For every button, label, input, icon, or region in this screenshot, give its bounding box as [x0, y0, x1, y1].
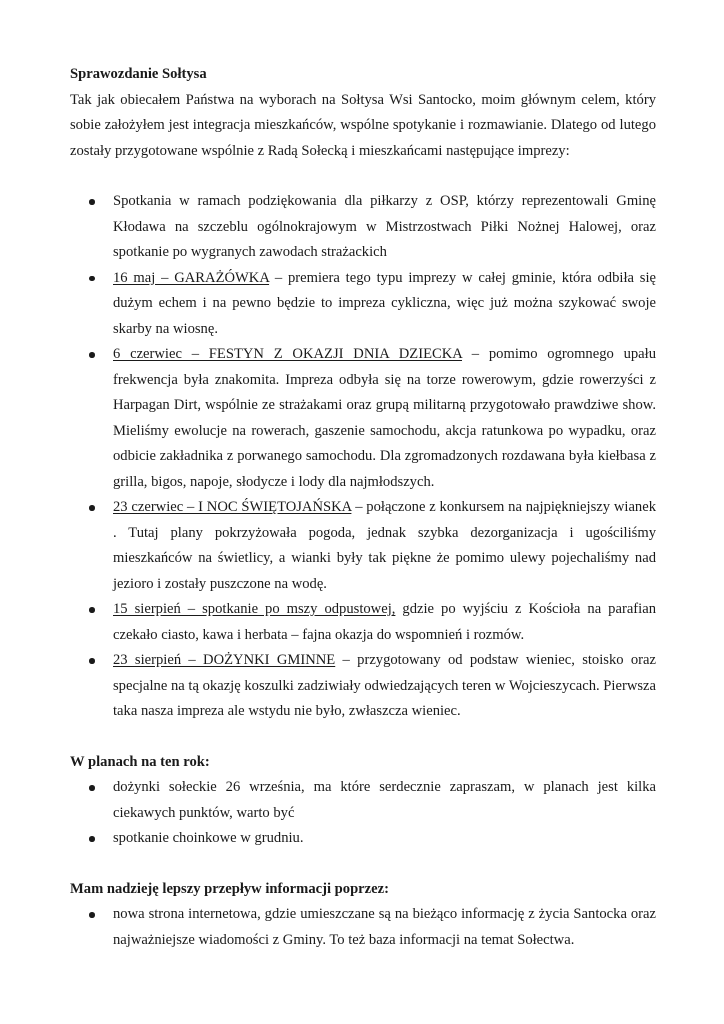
bullet-icon — [89, 836, 95, 842]
list-item — [70, 495, 656, 597]
document-page — [70, 62, 656, 953]
event-text: gdzie po wyjściu z Kościoła na parafian czekało ciasto, kawa i herbata – fajna okazja do wspomnień i rozmów. — [113, 601, 656, 643]
event-title: 23 czerwiec – I NOC ŚWIĘTOJAŃSKA — [113, 499, 352, 515]
spacer — [70, 164, 656, 189]
event-text: Spotkania w ramach podziękowania dla piłkarzy z OSP, którzy reprezentowali Gminę Kłodawa na szczeblu ogólnokrajowym w Mistrzostwach Piłki Nożnej Halowej, oraz spotkanie po wygranych zawodach strażackich — [113, 193, 656, 260]
plans-list — [70, 775, 656, 852]
plan-text: dożynki sołeckie 26 września, ma które serdecznie zapraszam, w planach jest kilka ciekawych punktów, warto być — [113, 779, 656, 821]
event-title: 6 czerwiec – FESTYN Z OKAZJI DNIA DZIECKA — [113, 346, 462, 362]
bullet-icon — [89, 607, 95, 613]
bullet-icon — [89, 505, 95, 511]
spacer — [70, 725, 656, 750]
list-item — [70, 826, 656, 852]
events-list — [70, 189, 656, 725]
list-item — [70, 597, 656, 648]
event-title: 16 maj – GARAŻÓWKA — [113, 269, 270, 286]
intro-paragraph: Tak jak obiecałem Państwa na wyborach na Sołtysa Wsi Santocko, moim głównym celem, który sobie założyłem jest integracja mieszkańców, wspólne spotykanie i rozmawianie. Dlatego od lutego zostały przygotowane wspólnie z Radą Sołecką i mieszkańcami następujące imprezy: — [70, 91, 656, 159]
event-text: – pomimo ogromnego upału frekwencja była znakomita. Impreza odbyła się na torze rowerowym, gdzie rowerzyści z Harpagan Dirt, wspólnie ze strażakami oraz grupą militarną przygotowało prawdziwe show. Mieliśmy ewolucje na rowerach, gaszenie samochodu, akcja ratunkowa po wypadku, oraz odbicie zakładnika z porwanego samochodu. Dla zgromadzonych rozdawana była kiełbasa z grilla, bigos, napoje, słodycze i lody dla najmłodszych. — [113, 346, 656, 490]
report-title: Sprawozdanie Sołtysa — [70, 66, 207, 82]
bullet-icon — [89, 352, 95, 358]
bullet-icon — [89, 785, 95, 791]
list-item — [70, 342, 656, 495]
event-text: – przygotowany od podstaw wieniec, stoisko oraz specjalne na tą okazję koszulki zadziwiały odwiedzających teren w Wojcieszycach. Pierwsza taka nasza impreza ale wstydu nie było, zwłaszcza wieniec. — [113, 652, 656, 719]
list-item — [70, 266, 656, 343]
plan-text: spotkanie choinkowe w grudniu. — [113, 830, 304, 846]
list-item — [70, 902, 656, 953]
event-text: – premiera tego typu imprezy w całej gminie, która odbiła się dużym echem i na pewno będzie to impreza cykliczna, więc już można szykować swoje skarby na wiosnę. — [113, 269, 657, 337]
info-heading: Mam nadzieję lepszy przepływ informacji poprzez: — [70, 880, 389, 897]
info-list — [70, 902, 656, 953]
bullet-icon — [89, 199, 95, 205]
event-text: – połączone z konkursem na najpiękniejszy wianek . Tutaj plany pokrzyżowała pogoda, jednak szybka dezorganizacja i ugościliśmy mieszkańców na świetlicy, a wianki były tak piękne że pomimo ulewy pojechaliśmy nad jezioro i zostały puszczone na wodę. — [113, 499, 656, 592]
plans-heading: W planach na ten rok: — [70, 753, 210, 770]
bullet-icon — [89, 276, 95, 282]
list-item — [70, 189, 656, 266]
list-item — [70, 775, 656, 826]
info-text: nowa strona internetowa, gdzie umieszczane są na bieżąco informację z życia Santocka oraz najważniejsze wiadomości z Gminy. To też baza informacji na temat Sołectwa. — [113, 906, 656, 948]
spacer — [70, 852, 656, 877]
list-item — [70, 648, 656, 725]
bullet-icon — [89, 658, 95, 664]
event-title: 15 sierpień – spotkanie po mszy odpustowej, — [113, 601, 396, 617]
bullet-icon — [89, 912, 95, 918]
event-title: 23 sierpień – DOŻYNKI GMINNE — [113, 652, 336, 668]
